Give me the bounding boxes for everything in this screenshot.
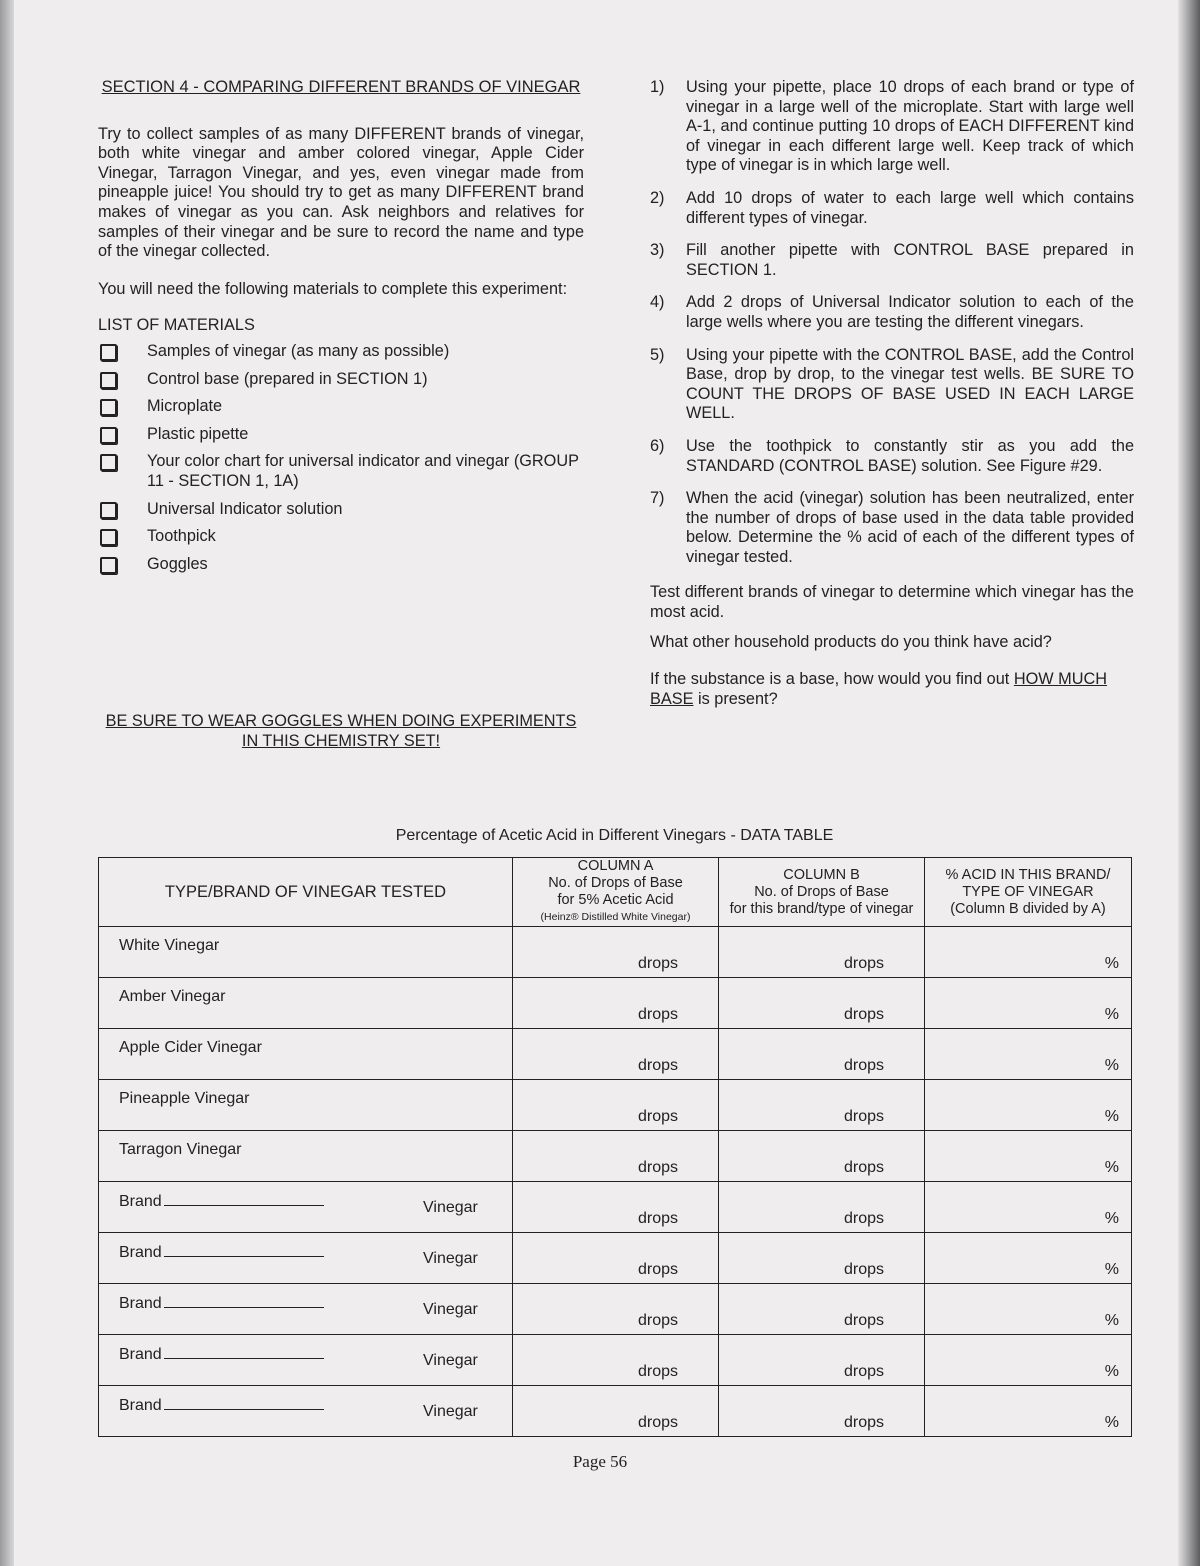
column-a-cell[interactable] [513, 1386, 719, 1437]
materials-intro: You will need the following materials to complete this experiment: [98, 279, 568, 298]
drops-unit: drops [843, 955, 884, 972]
percent-cell[interactable] [925, 1080, 1132, 1131]
material-item [98, 527, 584, 547]
percent-cell[interactable] [925, 1029, 1132, 1080]
procedure-step [650, 346, 1134, 424]
percent-cell[interactable] [925, 1233, 1132, 1284]
step-text: Add 10 drops of water to each large well which contains different types of vinegar. [686, 188, 1134, 227]
procedure-step [650, 189, 1134, 228]
column-a-cell[interactable] [513, 1131, 719, 1182]
header-percent-acid [925, 858, 1132, 927]
drops-unit: drops [843, 1108, 884, 1125]
percent-cell[interactable] [925, 1386, 1132, 1437]
step-text: Add 2 drops of Universal Indicator solution to each of the large wells where you are testing the different vinegars. [686, 293, 1134, 331]
drops-unit: drops [637, 1159, 678, 1176]
procedure-steps [650, 78, 1134, 567]
step-number: 1) [650, 78, 665, 96]
column-b-cell[interactable] [719, 1335, 925, 1386]
drops-unit: drops [637, 1057, 678, 1074]
step-number: 3) [650, 241, 665, 260]
header-b-line3: for this brand/type of vinegar [729, 900, 914, 917]
vinegar-label: Vinegar [423, 1352, 478, 1369]
question-most-acid: Test different brands of vinegar to determine which vinegar has the most acid. [650, 583, 1134, 622]
step-number: 5) [650, 345, 665, 364]
material-item [98, 370, 584, 390]
table-row-brand [99, 1233, 1132, 1284]
checkbox-icon[interactable] [100, 529, 117, 546]
materials-heading: LIST OF MATERIALS [98, 316, 255, 335]
vinegar-name: White Vinegar [119, 937, 220, 954]
brand-label: Brand [119, 1193, 162, 1210]
column-a-cell[interactable] [513, 1182, 719, 1233]
drops-unit: drops [637, 955, 678, 972]
procedure-step [650, 437, 1134, 476]
question-base-text: If the substance is a base, how would you find out [650, 670, 1014, 689]
question-base-end: is present? [693, 689, 778, 708]
column-b-cell[interactable] [719, 1233, 925, 1284]
material-item [98, 425, 584, 445]
question-base [650, 670, 1134, 709]
material-label: Universal Indicator solution [147, 499, 343, 518]
drops-unit: drops [637, 1363, 678, 1380]
material-item [98, 342, 584, 362]
drops-unit: drops [637, 1006, 678, 1023]
percent-unit: % [1104, 1312, 1119, 1329]
column-b-cell[interactable] [719, 1131, 925, 1182]
column-b-cell[interactable] [719, 978, 925, 1029]
table-row [99, 1029, 1132, 1080]
checkbox-icon[interactable] [100, 454, 117, 471]
question-household-acid: What other household products do you think have acid? [650, 632, 1052, 651]
step-number: 6) [650, 436, 665, 455]
material-label: Samples of vinegar (as many as possible) [147, 341, 450, 360]
material-label: Goggles [147, 554, 208, 573]
percent-unit: % [1104, 1159, 1119, 1176]
material-item [98, 500, 584, 520]
book-spine-edge [0, 0, 14, 1566]
percent-cell[interactable] [925, 1131, 1132, 1182]
question-base-underlined: HOW MUCH BASE [650, 670, 1107, 708]
vinegar-name-cell [99, 1029, 513, 1080]
percent-cell[interactable] [925, 978, 1132, 1029]
checkbox-icon[interactable] [100, 502, 117, 519]
vinegar-name-cell [99, 978, 513, 1029]
vinegar-name: Apple Cider Vinegar [119, 1039, 262, 1056]
checkbox-icon[interactable] [100, 557, 117, 574]
column-b-cell[interactable] [719, 1284, 925, 1335]
procedure-step [650, 489, 1134, 567]
procedure-step [650, 78, 1134, 176]
brand-name-cell[interactable] [99, 1335, 513, 1386]
percent-unit: % [1104, 1108, 1119, 1125]
step-number: 2) [650, 188, 665, 207]
brand-name-cell[interactable] [99, 1233, 513, 1284]
header-type-brand: TYPE/BRAND OF VINEGAR TESTED [99, 858, 513, 927]
drops-unit: drops [843, 1312, 884, 1329]
percent-unit: % [1104, 1210, 1119, 1227]
vinegar-name: Pineapple Vinegar [119, 1090, 250, 1107]
header-column-a [513, 858, 719, 927]
material-item [98, 397, 584, 417]
column-a-cell[interactable] [513, 1080, 719, 1131]
header-a-title: COLUMN A [577, 858, 654, 874]
column-b-cell[interactable] [719, 1029, 925, 1080]
material-label: Microplate [147, 397, 223, 416]
drops-unit: drops [637, 1108, 678, 1125]
brand-name-cell[interactable] [99, 1284, 513, 1335]
percent-unit: % [1104, 1363, 1119, 1380]
brand-blank-line[interactable] [164, 1293, 324, 1308]
column-a-cell[interactable] [513, 1029, 719, 1080]
table-row-brand [99, 1284, 1132, 1335]
column-b-cell[interactable] [719, 1080, 925, 1131]
step-text: Using your pipette with the CONTROL BASE, add the Control Base, drop by drop, to the vinegar test wells. BE SURE TO COUNT THE DROPS OF BASE USED IN EACH LARGE WELL. [686, 345, 1134, 423]
procedure-step [650, 241, 1134, 280]
header-a-note: (Heinz® Distilled White Vinegar) [540, 911, 691, 923]
left-column [98, 78, 584, 582]
brand-blank-line[interactable] [164, 1395, 324, 1410]
data-table [98, 857, 1132, 1437]
column-a-cell[interactable] [513, 1233, 719, 1284]
step-number: 7) [650, 489, 665, 508]
step-text: When the acid (vinegar) solution has been neutralized, enter the number of drops of base used in the data table provided below. Determine the % acid of each of the different types of vinegar tested. [686, 489, 1134, 566]
header-a-line3: for 5% Acetic Acid [557, 892, 674, 908]
procedure-step [650, 293, 1134, 332]
material-label: Plastic pipette [147, 424, 249, 443]
brand-name-cell[interactable] [99, 1386, 513, 1437]
drops-unit: drops [637, 1414, 678, 1431]
material-item [98, 555, 584, 575]
brand-label: Brand [119, 1244, 162, 1261]
checkbox-icon[interactable] [100, 344, 117, 361]
vinegar-name-cell [99, 1131, 513, 1182]
percent-unit: % [1104, 1006, 1119, 1023]
checkbox-icon[interactable] [100, 399, 117, 416]
drops-unit: drops [637, 1210, 678, 1227]
percent-unit: % [1104, 1057, 1119, 1074]
header-a-line2: No. of Drops of Base [548, 875, 683, 891]
percent-unit: % [1104, 1261, 1119, 1278]
header-b-line2: No. of Drops of Base [754, 883, 889, 900]
material-label: Control base (prepared in SECTION 1) [147, 369, 428, 388]
table-row [99, 1080, 1132, 1131]
drops-unit: drops [843, 1057, 884, 1074]
table-header-row [99, 858, 1132, 927]
column-b-cell[interactable] [719, 1386, 925, 1437]
percent-unit: % [1104, 1414, 1119, 1431]
header-pct-line3: (Column B divided by A) [950, 900, 1106, 917]
drops-unit: drops [843, 1363, 884, 1380]
header-pct-line1: % ACID IN THIS BRAND/ [945, 866, 1111, 883]
checkbox-icon[interactable] [100, 427, 117, 444]
table-row [99, 978, 1132, 1029]
step-number: 4) [650, 293, 665, 312]
drops-unit: drops [637, 1312, 678, 1329]
page-edge [1178, 0, 1200, 1566]
step-text: Use the toothpick to constantly stir as you add the STANDARD (CONTROL BASE) solution. See Figure #29. [686, 436, 1134, 475]
header-pct-line2: TYPE OF VINEGAR [962, 883, 1094, 900]
header-b-title: COLUMN B [783, 866, 860, 883]
vinegar-label: Vinegar [423, 1199, 478, 1216]
brand-blank-line[interactable] [164, 1242, 324, 1257]
brand-label: Brand [119, 1346, 162, 1363]
column-a-cell[interactable] [513, 927, 719, 978]
page-number: Page 56 [572, 1452, 628, 1471]
percent-cell[interactable] [925, 1182, 1132, 1233]
header-column-b [719, 858, 925, 927]
brand-blank-line[interactable] [164, 1344, 324, 1359]
section-title: SECTION 4 - COMPARING DIFFERENT BRANDS OF VINEGAR [101, 78, 581, 96]
percent-cell[interactable] [925, 1335, 1132, 1386]
vinegar-name: Tarragon Vinegar [119, 1141, 242, 1158]
table-row-brand [99, 1182, 1132, 1233]
vinegar-name: Amber Vinegar [119, 988, 226, 1005]
percent-unit: % [1104, 955, 1119, 972]
table-row-brand [99, 1335, 1132, 1386]
percent-cell[interactable] [925, 927, 1132, 978]
vinegar-name-cell [99, 927, 513, 978]
vinegar-name-cell [99, 1080, 513, 1131]
intro-paragraph: Try to collect samples of as many DIFFERENT brands of vinegar, both white vinegar and amber colored vinegar, Apple Cider Vinegar, Tarragon Vinegar, and yes, even vinegar made from pineapple juice! You should try to get as many DIFFERENT brand makes of vinegar as you can. Ask neighbors and relatives for samples of their vinegar and be sure to record the name and type of the vinegar collected. [98, 124, 584, 261]
drops-unit: drops [843, 1006, 884, 1023]
table-caption: Percentage of Acetic Acid in Different Vinegars - DATA TABLE [395, 827, 834, 844]
material-item [98, 452, 584, 491]
vinegar-label: Vinegar [423, 1403, 478, 1420]
table-row-brand [99, 1386, 1132, 1437]
drops-unit: drops [637, 1261, 678, 1278]
brand-label: Brand [119, 1295, 162, 1312]
goggles-warning: BE SURE TO WEAR GOGGLES WHEN DOING EXPERIMENTS IN THIS CHEMISTRY SET! [105, 712, 577, 750]
column-a-cell[interactable] [513, 978, 719, 1029]
drops-unit: drops [843, 1210, 884, 1227]
material-label: Toothpick [147, 527, 216, 546]
materials-list [98, 342, 584, 574]
percent-cell[interactable] [925, 1284, 1132, 1335]
column-b-cell[interactable] [719, 927, 925, 978]
vinegar-label: Vinegar [423, 1301, 478, 1318]
drops-unit: drops [843, 1414, 884, 1431]
vinegar-label: Vinegar [423, 1250, 478, 1267]
step-text: Fill another pipette with CONTROL BASE prepared in SECTION 1. [686, 241, 1134, 279]
right-column [650, 78, 1134, 709]
column-a-cell[interactable] [513, 1284, 719, 1335]
drops-unit: drops [843, 1159, 884, 1176]
material-label: Your color chart for universal indicator and vinegar (GROUP 11 - SECTION 1, 1A) [147, 452, 579, 490]
column-a-cell[interactable] [513, 1335, 719, 1386]
brand-name-cell[interactable] [99, 1182, 513, 1233]
checkbox-icon[interactable] [100, 372, 117, 389]
step-text: Using your pipette, place 10 drops of each brand or type of vinegar in a large well of the microplate. Start with large well A-1, and continue putting 10 drops of EACH DIFFERENT kind of vinegar in each different large well. Keep track of which type of vinegar is in which large well. [686, 78, 1134, 175]
table-row [99, 927, 1132, 978]
table-row [99, 1131, 1132, 1182]
brand-blank-line[interactable] [164, 1191, 324, 1206]
drops-unit: drops [843, 1261, 884, 1278]
brand-label: Brand [119, 1397, 162, 1414]
column-b-cell[interactable] [719, 1182, 925, 1233]
